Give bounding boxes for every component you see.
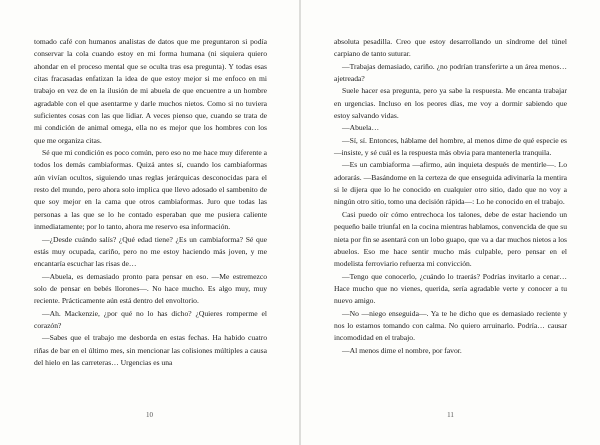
page-number: 10 — [146, 411, 153, 419]
paragraph: Suele hacer esa pregunta, pero ya sabe la respuesta. Me encanta trabajar en urgencias. Incluso en los peores días, me voy a dormir sabiendo que estoy salvando vidas. — [334, 86, 567, 121]
left-page-text — [34, 36, 267, 369]
paragraph: —No —niego enseguida—. Ya te he dicho que es demasiado reciente y nos lo estamos tomando con calma. No quiero arruinarlo. Podría… causar incomodidad en el trabajo. — [334, 308, 567, 343]
paragraph: absoluta pesadilla. Creo que estoy desarrollando un síndrome del túnel carpiano de tanto suturar. — [334, 37, 567, 59]
paragraph: —Sí, sí. Entonces, háblame del hombre, al menos dime de qué especie es —insiste, y sé cuál es la respuesta más obvia para mantenerla tranquila. — [334, 135, 567, 158]
paragraph: —Al menos dime el nombre, por favor. — [342, 345, 462, 355]
paragraph: Casi puedo oír cómo entrechoca los talones, debe de estar haciendo un pequeño baile triunfal en la cocina mientras hablamos, convencida de que su nieta por fin se asentará con un lobo guapo, que va a dar muchos nietos a los abuelos. Eso me hace sentir mucho más culpable, pero pensar en el modelista ferroviario refuerza mi convicción. — [334, 209, 567, 269]
paragraph: Sé que mi condición es poco común, pero eso no me hace muy diferente a todos los demás cambiaformas. Quizá antes sí, cuando los cambiaformas aún vivían ocultos, siguiendo unas reglas jerárquicas desconocidas para el resto del mundo, pero ahora solo implica que llevo adosado el sambenito de que soy mejor en la cama que otros cambiaformas. Juro que todas las personas a las que se lo he contado esperaban que me pusiera caliente inmediatamente; por lo tanto, ahora me reservo esa información. — [34, 148, 267, 232]
paragraph: —Tengo que conocerlo, ¿cuándo lo traerás? Podrías invitarlo a cenar… Hace mucho que no vienes, querida, sería agradable verte y conocer a tu nuevo amigo. — [334, 271, 567, 306]
paragraph: —Trabajas demasiado, cariño. ¿no podrían transferirte a un área menos… ajetreada? — [334, 61, 567, 84]
paragraph: —Sabes que el trabajo me desborda en estas fechas. Ha habido cuatro riñas de bar en el último mes, sin mencionar las colisiones múltiples a causa del hielo en las carreteras… Urgencias es una — [34, 333, 267, 367]
paragraph: —Abuela… — [342, 123, 380, 133]
paragraph: —Ah. Mackenzie, ¿por qué no lo has dicho? ¿Quieres romperme el corazón? — [34, 308, 267, 330]
paragraph: tomado café con humanos analistas de datos que me preguntaron si podía conservar la cola cuando estoy en mi forma humana (ni siquiera quiero ahondar en el proceso mental que se oculta tras esa pregunta). Y todas esas citas fracasadas enfatizan la idea de que estoy mejor si me enfoco en mi trabajo en vez de en la ilusión de mi abuela de que encuentre a un hombre agradable con el que asentarme y darle muchos nietos. Como si no tuviera suficientes cosas con las que lidiar. A veces pienso que, cuando se trata de mi condición de animal omega, ella no es mejor que los hombres con los que me organiza citas. — [34, 37, 267, 145]
right-page — [301, 0, 600, 445]
left-page — [0, 0, 299, 445]
page-number: 11 — [447, 411, 454, 419]
paragraph: —Abuela, es demasiado pronto para pensar en eso. —Me estremezco solo de pensar en bebés llorones—. No hace mucho. Es algo muy, muy reciente. Prácticamente aún está dentro del envoltorio. — [34, 271, 267, 306]
paragraph: —¿Desde cuándo salís? ¿Qué edad tiene? ¿Es un cambiaforma? Sé que estás muy ocupada, cariño, pero no me estoy haciendo más joven, y me encantaría escuchar las risas de… — [34, 234, 267, 269]
right-page-text — [334, 36, 567, 357]
paragraph: —Es un cambiaforma —afirmo, aún inquieta después de mentirle—. Lo adorarás. —Basándome en la certeza de que enseguida adivinaría la mentira si le dijera que lo he conocido en cualquier otro sitio, dado que no voy a ningún otro sitio, tomo una decisión rápida—: Lo he conocido en el trabajo. — [334, 160, 567, 207]
